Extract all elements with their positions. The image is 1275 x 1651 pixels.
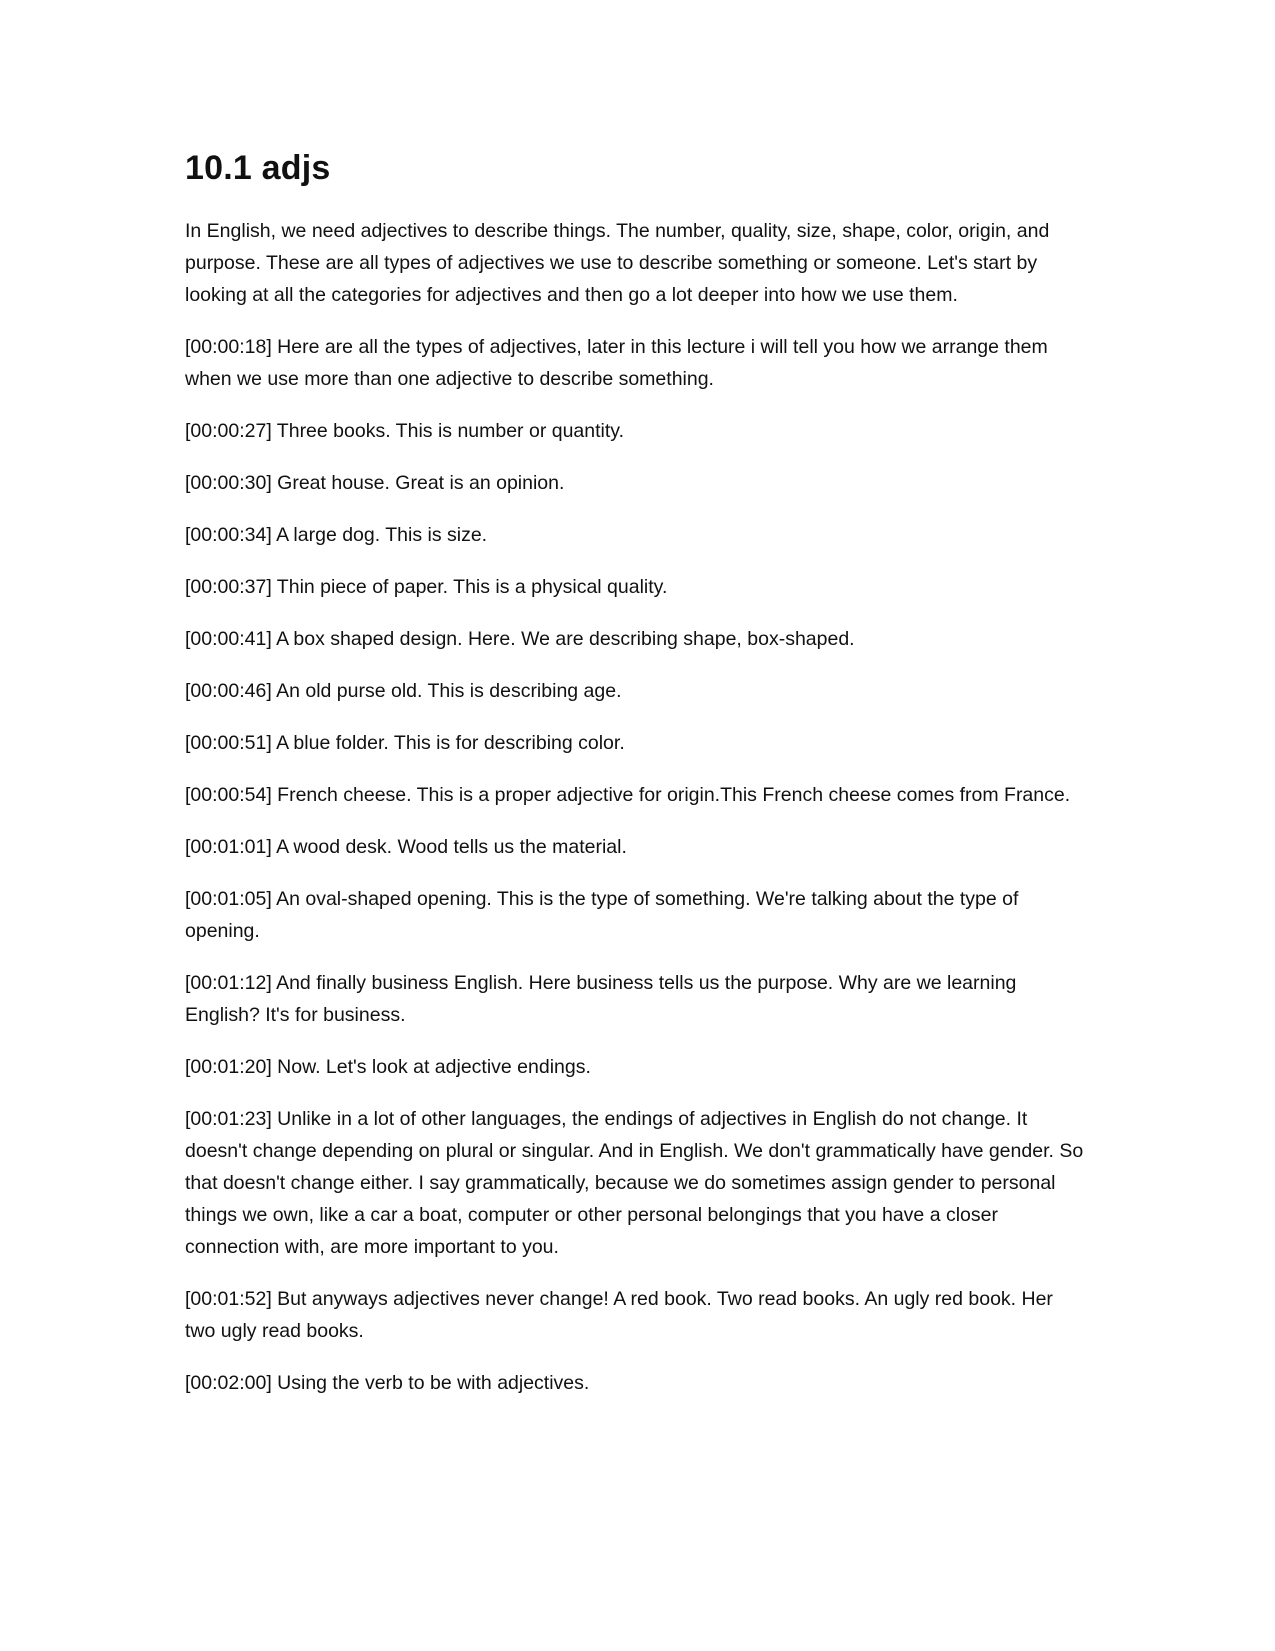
paragraph: [00:00:18] Here are all the types of adjectives, later in this lecture i will tell you how we arrange them when we use more than one adjective to describe something. bbox=[185, 336, 1048, 391]
paragraph: [00:00:30] Great house. Great is an opinion. bbox=[185, 472, 565, 495]
paragraph: [00:00:51] A blue folder. This is for describing color. bbox=[185, 732, 625, 755]
paragraph: [00:01:52] But anyways adjectives never change! A red book. Two read books. An ugly red book. Her two ugly read books. bbox=[185, 1288, 1053, 1343]
paragraph: [00:00:37] Thin piece of paper. This is a physical quality. bbox=[185, 576, 668, 599]
paragraph: [00:01:12] And finally business English. Here business tells us the purpose. Why are we learning English? It's for business. bbox=[185, 972, 1017, 1027]
paragraph: [00:00:27] Three books. This is number or quantity. bbox=[185, 420, 624, 443]
paragraph-intro: In English, we need adjectives to describe things. The number, quality, size, shape, color, origin, and purpose. These are all types of adjectives we use to describe something or someone. Let's start by looking at all the categories for adjectives and then go a lot deeper into how we use them. bbox=[185, 220, 1050, 307]
paragraph: [00:00:46] An old purse old. This is describing age. bbox=[185, 680, 622, 703]
document-page bbox=[185, 150, 1085, 1419]
paragraph: [00:01:20] Now. Let's look at adjective endings. bbox=[185, 1056, 591, 1079]
transcript-body bbox=[185, 215, 1085, 1399]
paragraph: [00:02:00] Using the verb to be with adjectives. bbox=[185, 1372, 590, 1395]
paragraph: [00:00:34] A large dog. This is size. bbox=[185, 524, 488, 547]
paragraph: [00:01:23] Unlike in a lot of other languages, the endings of adjectives in English do not change. It doesn't change depending on plural or singular. And in English. We don't grammatically have gender. So that doesn't change either. I say grammatically, because we do sometimes assign gender to personal things we own, like a car a boat, computer or other personal belongings that you have a closer connection with, are more important to you. bbox=[185, 1108, 1084, 1259]
paragraph: [00:00:54] French cheese. This is a proper adjective for origin.This French cheese comes from France. bbox=[185, 784, 1071, 807]
paragraph: [00:00:41] A box shaped design. Here. We are describing shape, box-shaped. bbox=[185, 628, 855, 651]
paragraph: [00:01:05] An oval-shaped opening. This is the type of something. We're talking about the type of opening. bbox=[185, 888, 1019, 943]
page-title: 10.1 adjs bbox=[185, 149, 331, 187]
paragraph: [00:01:01] A wood desk. Wood tells us the material. bbox=[185, 836, 627, 859]
